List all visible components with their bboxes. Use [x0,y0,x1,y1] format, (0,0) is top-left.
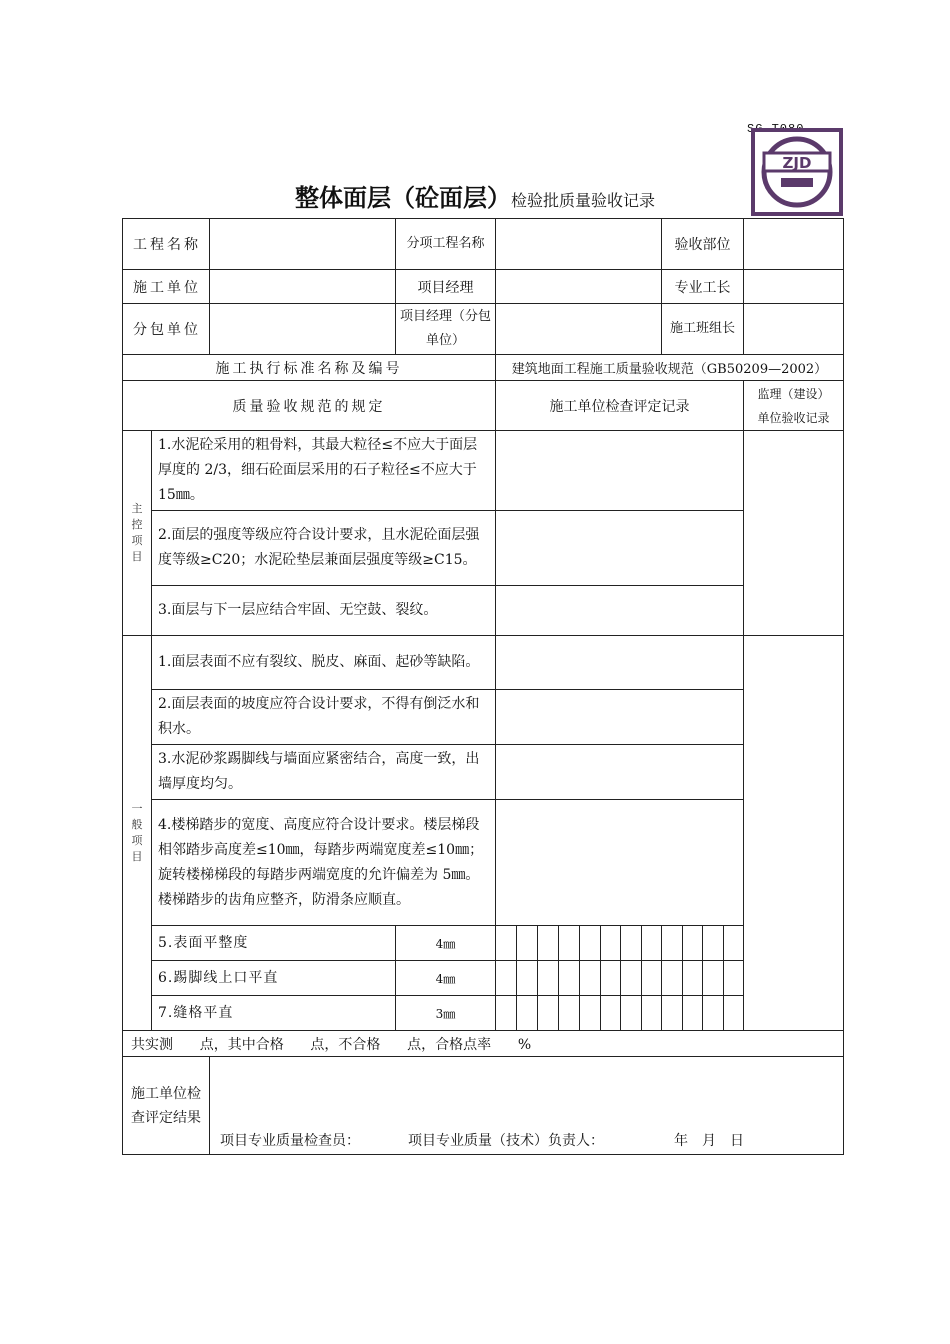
measure-cell[interactable] [538,996,559,1031]
project-name-value[interactable] [210,219,396,270]
summary-row [123,1031,844,1057]
general-item-row [123,690,844,745]
leader-label: 项目专业质量（技术）负责人： [408,1133,604,1149]
date-label: 年 月 日 [674,1133,744,1149]
contractor-check-column-header: 施工单位检查评定记录 [496,381,744,431]
measure-cell[interactable] [496,961,517,996]
main-item-2: 2.面层的强度等级应符合设计要求，且水泥砼面层强度等级≥C20；水泥砼垫层兼面层强度等级≥C15。 [152,511,496,586]
measure-cell[interactable] [580,926,601,961]
tolerance-label-2: 6.踢脚线上口平直 [152,961,396,996]
team-leader-label: 施工班组长 [662,304,744,355]
column-header-row [123,381,844,431]
measure-cell[interactable] [517,996,538,1031]
measure-cell[interactable] [662,996,683,1031]
measure-cell[interactable] [642,996,662,1031]
measure-cell[interactable] [662,961,683,996]
measure-cell[interactable] [496,996,517,1031]
general-item-2-record[interactable] [496,690,744,745]
measure-cell[interactable] [642,926,662,961]
general-item-3-record[interactable] [496,745,744,800]
main-item-3-record[interactable] [496,586,744,636]
spec-column-header: 质量验收规范的规定 [123,381,496,431]
main-item-row [123,431,844,511]
inspection-form [122,218,844,1155]
tolerance-row [123,996,844,1031]
measure-cell[interactable] [559,996,580,1031]
summary-line: 共实测 点，其中合格 点，不合格 点，合格点率 % [123,1031,844,1057]
header-row-3 [123,304,844,355]
construction-unit-label: 施工单位 [123,270,210,304]
construction-unit-value[interactable] [210,270,396,304]
general-items-group-label: 一 般 项 目 [123,636,152,1031]
foreman-label: 专业工长 [662,270,744,304]
tolerance-row [123,961,844,996]
general-item-4: 4.楼梯踏步的宽度、高度应符合设计要求。楼层梯段相邻踏步高度差≤10㎜，每踏步两端宽度差≤10㎜；旋转楼梯梯段的每踏步两端宽度的允许偏差为 5㎜。楼梯踏步的齿角应整齐，防滑条应顺直。 [152,800,496,926]
result-label: 施工单位检查评定结果 [123,1057,210,1155]
general-item-1-record[interactable] [496,636,744,690]
measure-cell[interactable] [642,961,662,996]
tolerance-value-1: 4㎜ [396,926,496,961]
measure-cell[interactable] [538,926,559,961]
sub-project-label: 分项工程名称 [396,219,496,270]
supervisor-column-header: 监理（建设） 单位验收记录 [744,381,844,431]
main-item-1-record[interactable] [496,431,744,511]
main-item-row [123,511,844,586]
measure-cell[interactable] [517,926,538,961]
measure-cell[interactable] [703,961,724,996]
measure-cell[interactable] [517,961,538,996]
header-row-2 [123,270,844,304]
main-items-supervisor-record[interactable] [744,431,844,636]
footer-row [123,1057,844,1155]
main-item-1: 1.水泥砼采用的粗骨料，其最大粒径≤不应大于面层厚度的 2/3，细石砼面层采用的石子粒径≤不应大于 15㎜。 [152,431,496,511]
tolerance-value-3: 3㎜ [396,996,496,1031]
svg-text:ZJD: ZJD [782,154,812,172]
subcontract-unit-label: 分包单位 [123,304,210,355]
inspector-label: 项目专业质量检查员： [220,1133,360,1149]
tolerance-label-3: 7.缝格平直 [152,996,396,1031]
subcontract-unit-value[interactable] [210,304,396,355]
main-item-3: 3.面层与下一层应结合牢固、无空鼓、裂纹。 [152,586,496,636]
measure-cell[interactable] [621,996,642,1031]
measure-cell[interactable] [601,961,621,996]
foreman-value[interactable] [744,270,844,304]
title-suffix: 检验批质量验收记录 [510,191,655,210]
sub-project-manager-value[interactable] [496,304,662,355]
measure-cell[interactable] [538,961,559,996]
measure-cell[interactable] [683,961,703,996]
measure-cell[interactable] [559,961,580,996]
measure-cell[interactable] [621,961,642,996]
general-item-2: 2.面层表面的坡度应符合设计要求，不得有倒泛水和积水。 [152,690,496,745]
measure-cell[interactable] [724,996,744,1031]
measure-cell[interactable] [559,926,580,961]
sub-project-manager-label: 项目经理（分包单位） [396,304,496,355]
measure-cell[interactable] [703,996,724,1031]
measure-cell[interactable] [724,926,744,961]
document-code: SG-T080 [747,122,805,136]
measure-cell[interactable] [724,961,744,996]
general-items-supervisor-record[interactable] [744,636,844,1031]
project-name-label: 工程名称 [123,219,210,270]
main-item-2-record[interactable] [496,511,744,586]
sub-project-value[interactable] [496,219,662,270]
project-manager-label: 项目经理 [396,270,496,304]
tolerance-row [123,926,844,961]
measure-cell[interactable] [683,996,703,1031]
tolerance-value-2: 4㎜ [396,961,496,996]
project-manager-value[interactable] [496,270,662,304]
standard-row [123,355,844,381]
general-item-row [123,636,844,690]
header-row-1 [123,219,844,270]
general-item-3: 3.水泥砂浆踢脚线与墙面应紧密结合，高度一致，出墙厚度均匀。 [152,745,496,800]
general-item-row [123,800,844,926]
general-item-row [123,745,844,800]
measure-cell[interactable] [662,926,683,961]
acceptance-part-value[interactable] [744,219,844,270]
measure-cell[interactable] [703,926,724,961]
signature-line[interactable] [210,1057,844,1155]
standard-value: 建筑地面工程施工质量验收规范（GB50209—2002） [496,355,844,381]
measure-cell[interactable] [496,926,517,961]
measure-cell[interactable] [601,926,621,961]
main-items-group-label: 主 控 项 目 [123,431,152,636]
standard-label: 施工执行标准名称及编号 [123,355,496,381]
general-item-4-record[interactable] [496,800,744,926]
team-leader-value[interactable] [744,304,844,355]
measure-cell[interactable] [580,961,601,996]
measure-cell[interactable] [683,926,703,961]
measure-cell[interactable] [601,996,621,1031]
measure-cell[interactable] [621,926,642,961]
page-title [0,178,950,213]
main-item-row [123,586,844,636]
acceptance-part-label: 验收部位 [662,219,744,270]
tolerance-label-1: 5.表面平整度 [152,926,396,961]
title-main: 整体面层（砼面层） [294,184,511,212]
general-item-1: 1.面层表面不应有裂纹、脱皮、麻面、起砂等缺陷。 [152,636,496,690]
measure-cell[interactable] [580,996,601,1031]
